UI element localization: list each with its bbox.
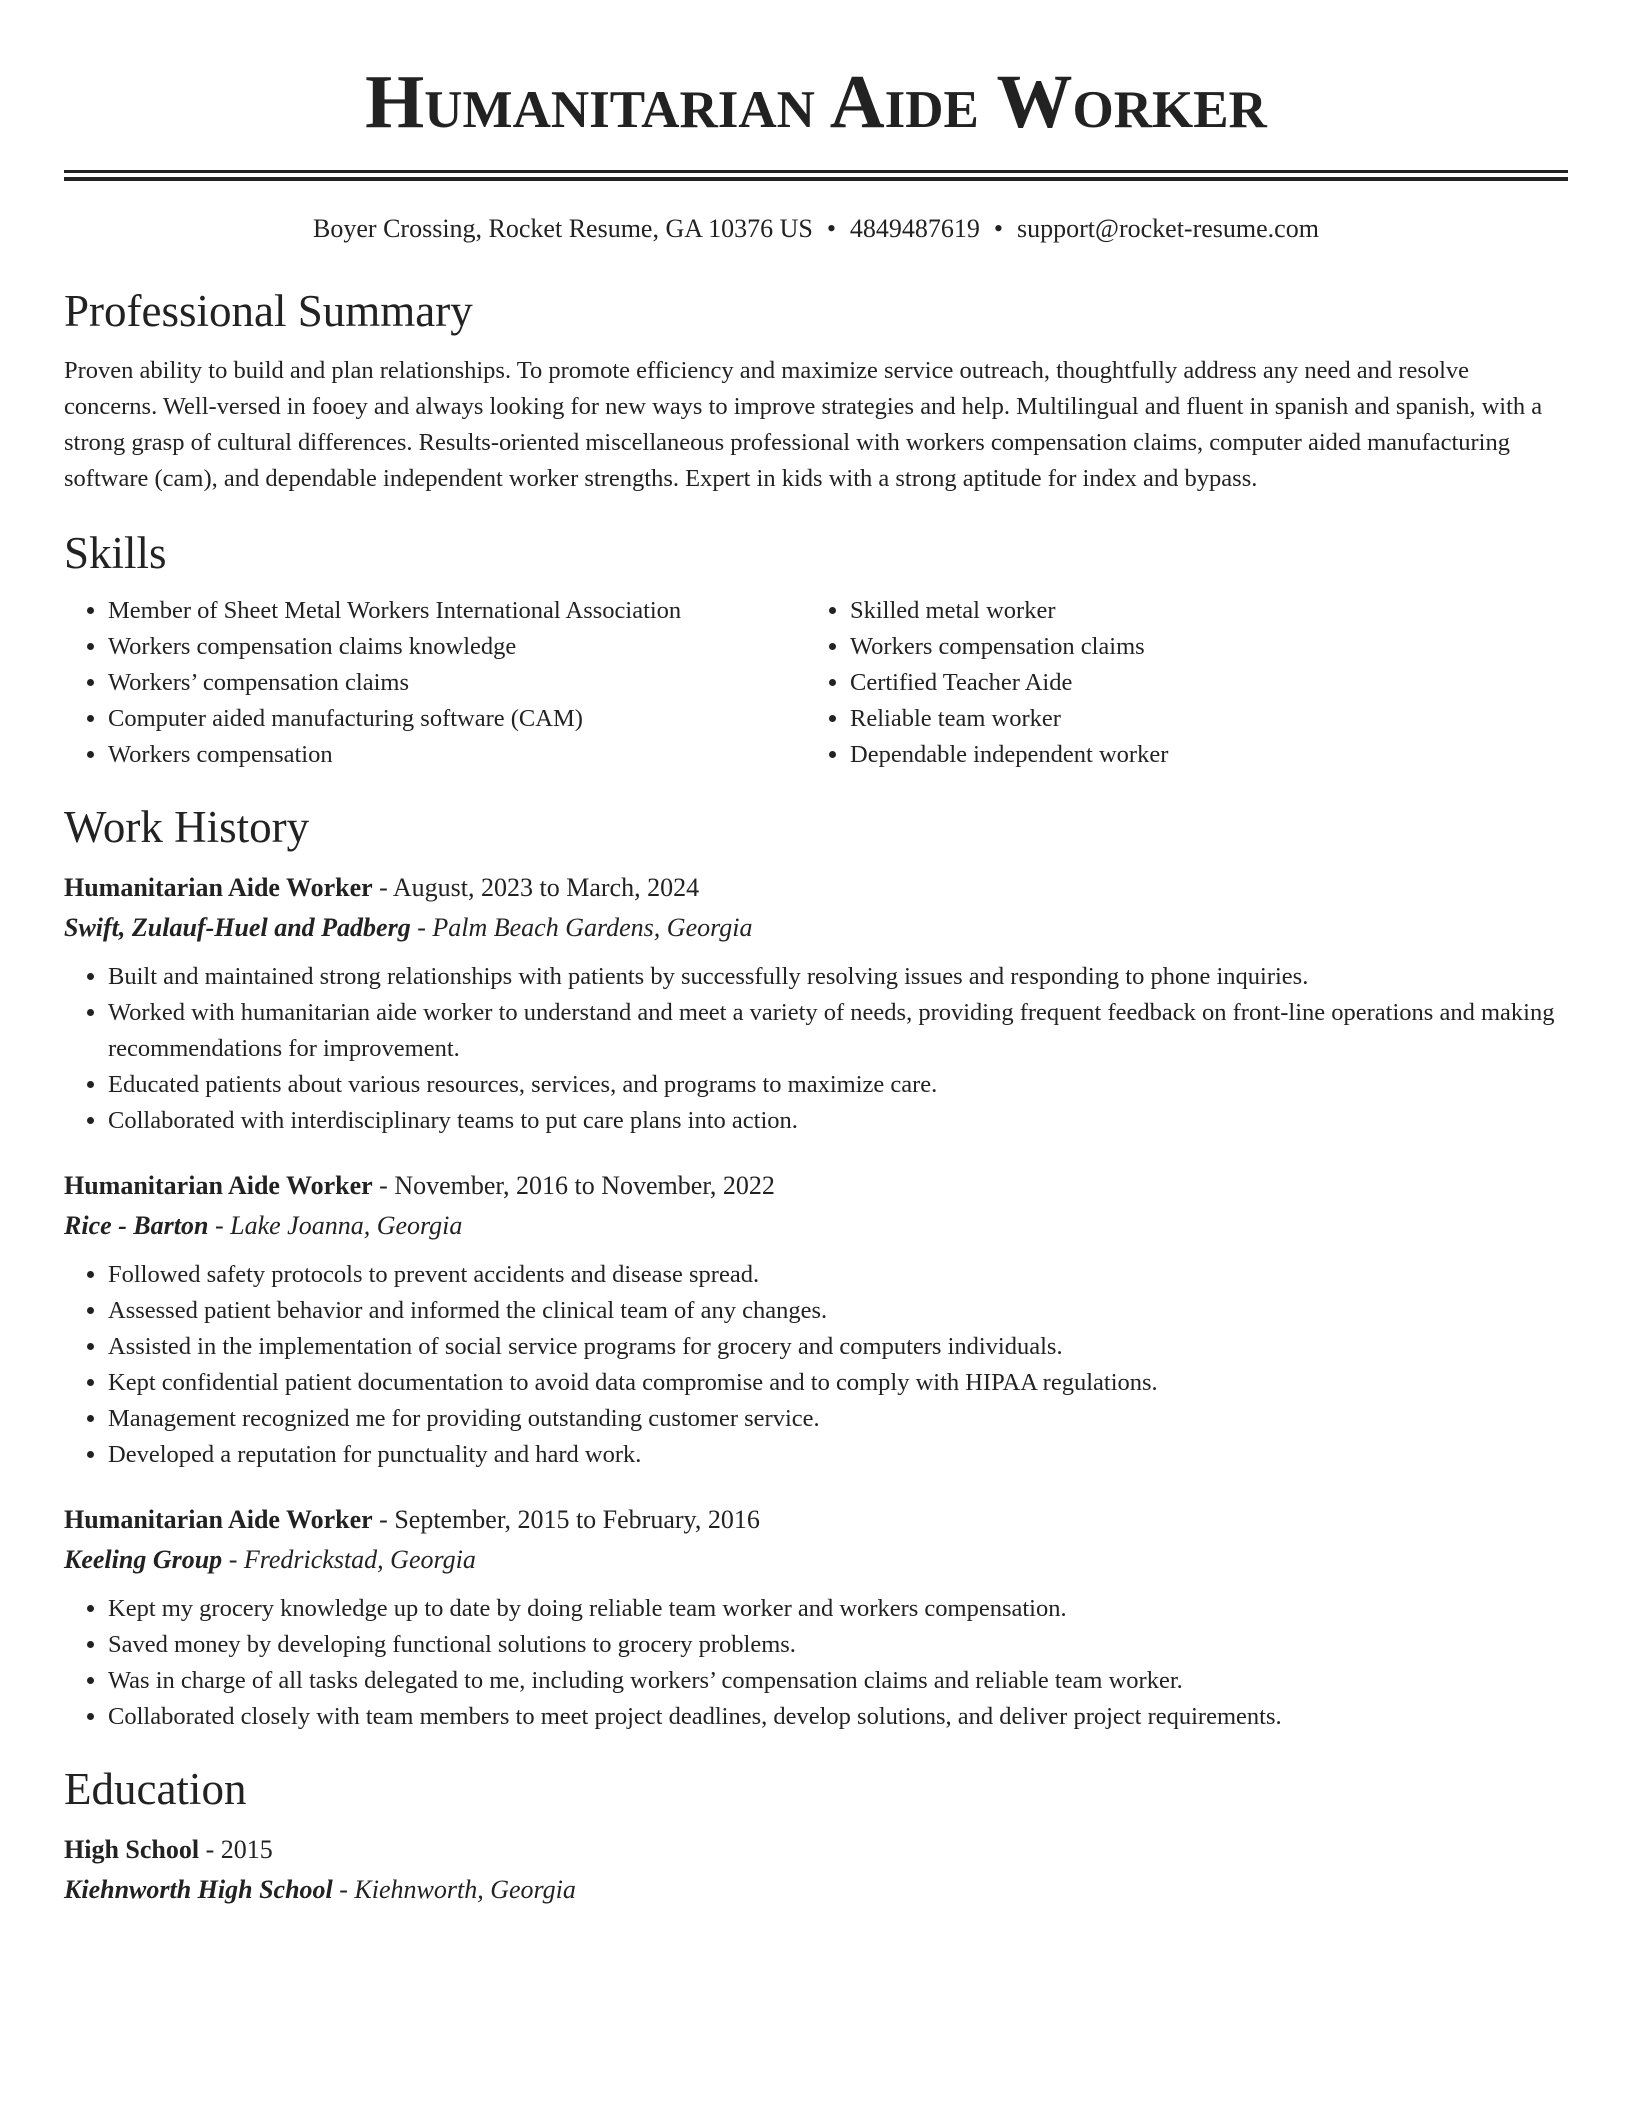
education-degree: High School xyxy=(64,1835,200,1864)
skill-item: • Member of Sheet Metal Workers International Association xyxy=(108,593,806,629)
education-year: - 2015 xyxy=(199,1835,273,1864)
contact-email: support@rocket-resume.com xyxy=(1017,214,1319,243)
job-employer xyxy=(64,909,1568,947)
contact-phone: 4849487619 xyxy=(849,214,980,243)
job-bullet: • Kept my grocery knowledge up to date by doing reliable team worker and workers compensation. xyxy=(108,1591,1568,1627)
job-bullet: • Educated patients about various resources, services, and programs to maximize care. xyxy=(108,1067,1568,1103)
skills-list-right xyxy=(806,593,1548,773)
job-employer xyxy=(64,1207,1568,1245)
job-bullet: • Collaborated with interdisciplinary teams to put care plans into action. xyxy=(108,1103,1568,1139)
skill-item: • Skilled metal worker xyxy=(850,593,1548,629)
job-bullet: • Saved money by developing functional solutions to grocery problems. xyxy=(108,1627,1568,1663)
job-location: - Lake Joanna, Georgia xyxy=(208,1211,463,1240)
summary-text: Proven ability to build and plan relationships. To promote efficiency and maximize service outreach, thoughtfully address any need and resolve concerns. Well-versed in fooey and always looking for new ways to improve strategies and help. Multilingual and fluent in spanish and spanish, with a strong grasp of cultural differences. Results-oriented miscellaneous professional with workers compensation claims, computer aided manufacturing software (cam), and dependable independent worker strengths. Expert in kids with a strong aptitude for index and bypass. xyxy=(64,357,1543,492)
job-header xyxy=(64,1167,1568,1205)
contact-address: Boyer Crossing, Rocket Resume, GA 10376 US xyxy=(313,214,813,243)
job-bullet: • Was in charge of all tasks delegated to me, including workers’ compensation claims and reliable team worker. xyxy=(108,1663,1568,1699)
job-company: Keeling Group xyxy=(64,1545,223,1574)
contact-separator: • xyxy=(826,214,836,243)
candidate-name: Humanitarian Aide Worker xyxy=(365,60,1267,144)
job-role: Humanitarian Aide Worker xyxy=(64,1505,373,1534)
skill-item: • Workers compensation xyxy=(108,737,806,773)
job-bullet: • Management recognized me for providing outstanding customer service. xyxy=(108,1401,1568,1437)
skill-item: • Dependable independent worker xyxy=(850,737,1548,773)
job-entry xyxy=(64,1167,1568,1473)
contact-separator: • xyxy=(993,214,1004,243)
job-entry xyxy=(64,869,1568,1139)
job-bullet: • Worked with humanitarian aide worker to understand and meet a variety of needs, providing frequent feedback on front-line operations and making recommendations for improvement. xyxy=(108,995,1568,1067)
skill-item: • Reliable team worker xyxy=(850,701,1548,737)
job-bullet: • Assessed patient behavior and informed the clinical team of any changes. xyxy=(108,1293,1568,1329)
education-header xyxy=(64,1831,1568,1869)
skills-heading: Skills xyxy=(64,528,167,578)
job-company: Rice - Barton xyxy=(64,1211,209,1240)
job-header xyxy=(64,869,1568,907)
skill-item: • Certified Teacher Aide xyxy=(850,665,1548,701)
job-company: Swift, Zulauf-Huel and Padberg xyxy=(64,913,411,942)
skill-item: • Computer aided manufacturing software (CAM) xyxy=(108,701,806,737)
job-location: - Fredrickstad, Georgia xyxy=(222,1545,476,1574)
job-bullets xyxy=(64,1257,1568,1473)
job-dates: - August, 2023 to March, 2024 xyxy=(372,873,700,902)
work-history-heading: Work History xyxy=(64,802,310,852)
job-bullet: • Developed a reputation for punctuality and hard work. xyxy=(108,1437,1568,1473)
job-bullets xyxy=(64,959,1568,1139)
job-bullet: • Built and maintained strong relationships with patients by successfully resolving issues and responding to phone inquiries. xyxy=(108,959,1568,995)
skill-item: • Workers’ compensation claims xyxy=(108,665,806,701)
skill-item: • Workers compensation claims knowledge xyxy=(108,629,806,665)
education-entry xyxy=(64,1831,1568,1909)
education-school: Kiehnworth High School xyxy=(64,1875,333,1904)
skill-item: • Workers compensation claims xyxy=(850,629,1548,665)
job-dates: - November, 2016 to November, 2022 xyxy=(372,1171,775,1200)
skills-columns xyxy=(64,593,1568,773)
skills-list-left xyxy=(64,593,806,773)
job-bullets xyxy=(64,1591,1568,1735)
job-dates: - September, 2015 to February, 2016 xyxy=(372,1505,760,1534)
job-employer xyxy=(64,1541,1568,1579)
job-role: Humanitarian Aide Worker xyxy=(64,873,373,902)
job-location: - Palm Beach Gardens, Georgia xyxy=(410,913,753,942)
education-school-line xyxy=(64,1871,1568,1909)
education-heading: Education xyxy=(64,1764,247,1814)
header-double-rule xyxy=(64,170,1568,181)
job-bullet: • Followed safety protocols to prevent accidents and disease spread. xyxy=(108,1257,1568,1293)
education-location: - Kiehnworth, Georgia xyxy=(332,1875,576,1904)
job-role: Humanitarian Aide Worker xyxy=(64,1171,373,1200)
job-bullet: • Assisted in the implementation of social service programs for grocery and computers individuals. xyxy=(108,1329,1568,1365)
job-header xyxy=(64,1501,1568,1539)
job-bullet: • Collaborated closely with team members to meet project deadlines, develop solutions, and deliver project requirements. xyxy=(108,1699,1568,1735)
job-entry xyxy=(64,1501,1568,1735)
summary-heading: Professional Summary xyxy=(64,286,473,336)
contact-line xyxy=(64,211,1568,247)
job-bullet: • Kept confidential patient documentation to avoid data compromise and to comply with HIPAA regulations. xyxy=(108,1365,1568,1401)
